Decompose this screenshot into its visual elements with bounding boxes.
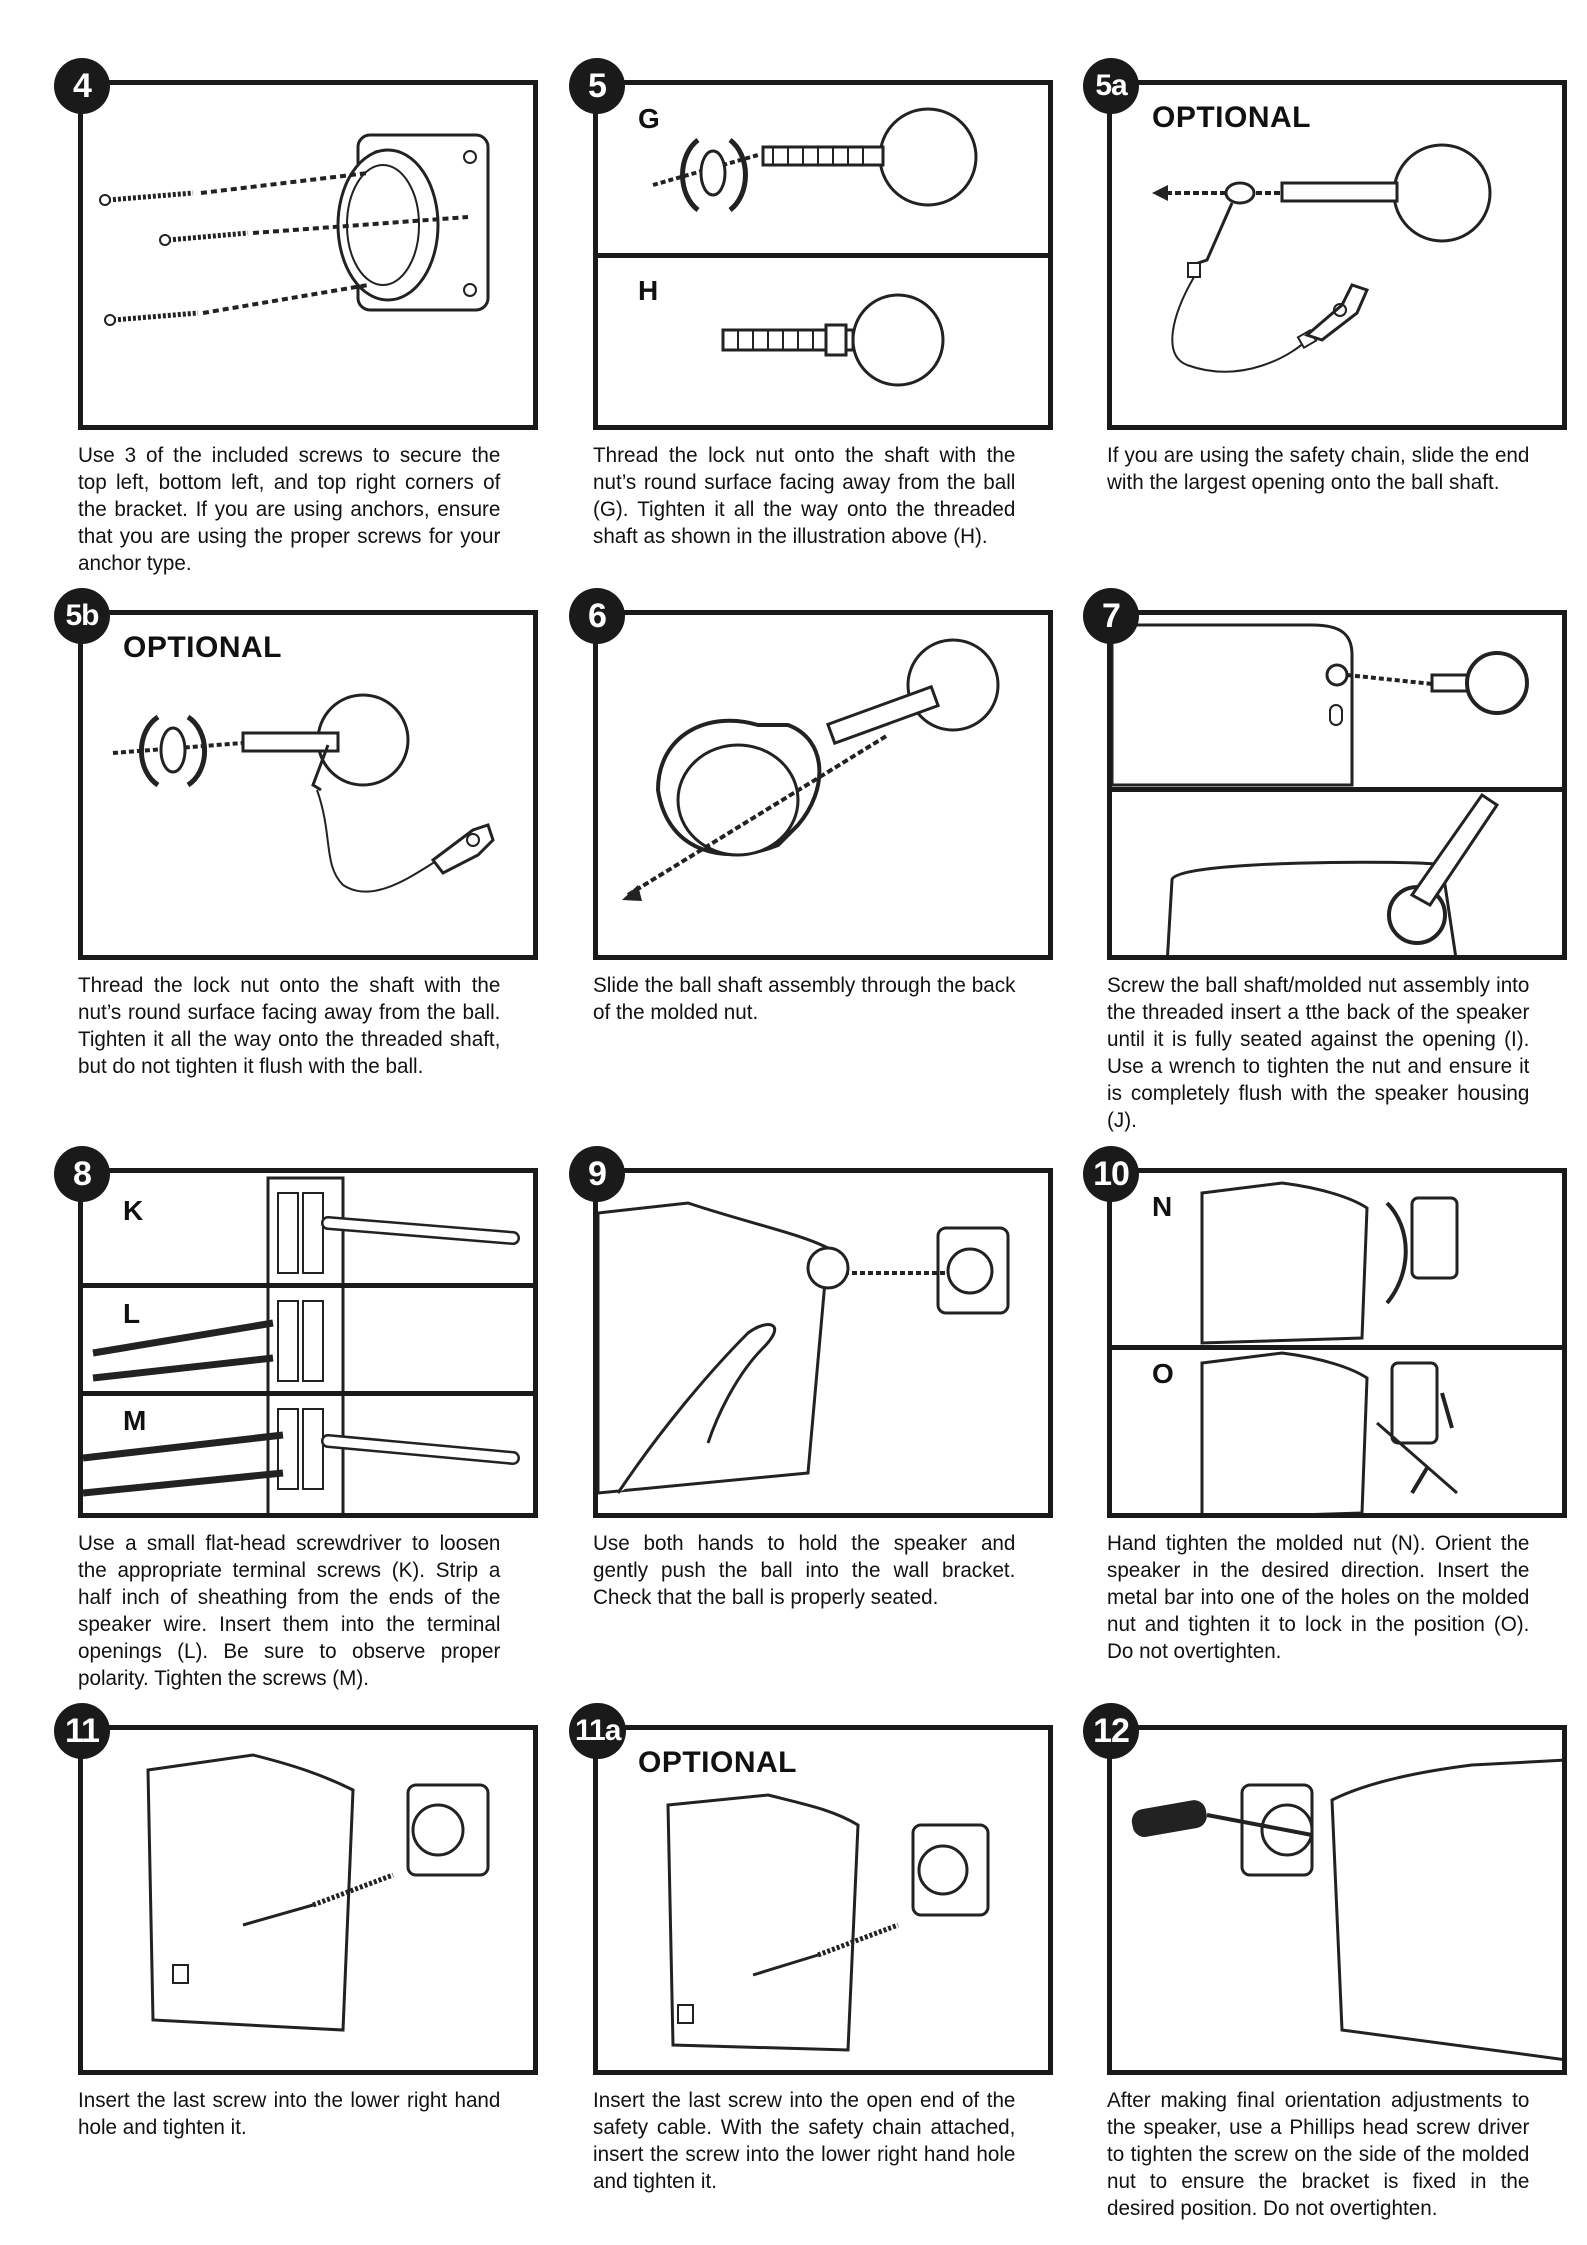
molded-nut-illustration	[598, 615, 1053, 960]
step-caption: Use a small flat-head screwdriver to loosen the appropriate terminal screws (K). Strip a half inch of sheathing from the ends of the speaker wire. Insert them into the terminal openings (L). Be sure to observe proper polarity. Tighten the screws (M).	[78, 1531, 501, 1690]
speaker-push-illustration	[598, 1173, 1053, 1518]
bracket-mount-illustration	[83, 85, 538, 430]
safety-chain-illustration	[1112, 85, 1567, 430]
step-number-badge: 8	[54, 1146, 110, 1202]
step-number-badge: 6	[569, 588, 625, 644]
step-caption: Insert the last screw into the open end of the safety cable. With the safety chain attached, insert the screw into the lower right hand hole and tighten it.	[593, 2088, 1016, 2193]
illustration-frame	[78, 80, 538, 430]
step-caption: Slide the ball shaft assembly through the back of the molded nut.	[593, 973, 1016, 1024]
step-number-badge: 7	[1083, 588, 1139, 644]
step-number-badge: 10	[1083, 1146, 1139, 1202]
illustration-frame	[593, 1168, 1053, 1518]
panel-divider	[83, 1391, 533, 1396]
label-k: K	[123, 1195, 144, 1226]
step-caption: After making final orientation adjustments to the speaker, use a Phillips head screw driver to tighten the screw on the side of the molded nut to ensure the bracket is fixed in the desired position. Do not overtighten.	[1107, 2088, 1530, 2220]
step-caption: Screw the ball shaft/molded nut assembly into the threaded insert a tthe back of the speaker until it is fully seated against the opening (I). Use a wrench to tighten the nut and ensure it is completely flush with the speaker housing (J).	[1107, 973, 1530, 1132]
step-number-badge: 5a	[1083, 58, 1139, 114]
step-number-badge: 5	[569, 58, 625, 114]
illustration-frame	[593, 610, 1053, 960]
phillips-screwdriver-illustration	[1112, 1730, 1567, 2075]
label-o: O	[1152, 1358, 1174, 1389]
step-caption: Thread the lock nut onto the shaft with the nut’s round surface facing away from the ball (G). Tighten it all the way onto the threaded shaft as shown in the illustration above (H).	[593, 443, 1016, 548]
step-caption: Insert the last screw into the lower right hand hole and tighten it.	[78, 2088, 501, 2139]
panel-divider	[598, 253, 1048, 258]
optional-label: OPTIONAL	[638, 1746, 797, 1779]
step-number-badge: 9	[569, 1146, 625, 1202]
illustration-frame	[1107, 1168, 1567, 1518]
illustration-frame	[593, 1725, 1053, 2075]
label-m: M	[123, 1405, 147, 1436]
step-caption: Use both hands to hold the speaker and gently push the ball into the wall bracket. Check that the ball is properly seated.	[593, 1531, 1016, 1609]
label-g: G	[638, 103, 660, 134]
label-l: L	[123, 1298, 141, 1329]
panel-divider	[83, 1283, 533, 1288]
illustration-frame	[1107, 80, 1567, 430]
panel-divider	[1112, 787, 1562, 792]
illustration-frame	[1107, 610, 1567, 960]
last-screw-illustration	[83, 1730, 538, 2075]
illustration-frame	[78, 1168, 538, 1518]
step-number-badge: 12	[1083, 1703, 1139, 1759]
step-caption: Hand tighten the molded nut (N). Orient the speaker in the desired direction. Insert the metal bar into one of the holes on the molded nut and tighten it to lock in the position (O). Do not overtighten.	[1107, 1531, 1530, 1663]
illustration-frame	[78, 1725, 538, 2075]
label-h: H	[638, 275, 659, 306]
step-number-badge: 11	[54, 1703, 110, 1759]
illustration-frame	[78, 610, 538, 960]
optional-label: OPTIONAL	[1152, 101, 1311, 134]
step-caption: Thread the lock nut onto the shaft with the nut’s round surface facing away from the ball. Tighten it all the way onto the threaded shaft, but do not tighten it flush with the ball.	[78, 973, 501, 1078]
optional-label: OPTIONAL	[123, 631, 282, 664]
step-number-badge: 11a	[569, 1703, 626, 1759]
safety-cable-screw-illustration	[598, 1730, 1053, 2075]
illustration-frame	[1107, 1725, 1567, 2075]
panel-divider	[1112, 1345, 1562, 1350]
step-caption: Use 3 of the included screws to secure the top left, bottom left, and top right corners of the bracket. If you are using anchors, ensure that you are using the proper screws for your anchor type.	[78, 443, 501, 575]
step-number-badge: 5b	[54, 588, 110, 644]
lock-nut-chain-illustration	[83, 615, 538, 960]
step-caption: If you are using the safety chain, slide the end with the largest opening onto the ball shaft.	[1107, 443, 1530, 494]
step-number-badge: 4	[54, 58, 110, 114]
terminal-wiring-illustration	[83, 1173, 538, 1518]
label-n: N	[1152, 1191, 1173, 1222]
illustration-frame	[593, 80, 1053, 430]
